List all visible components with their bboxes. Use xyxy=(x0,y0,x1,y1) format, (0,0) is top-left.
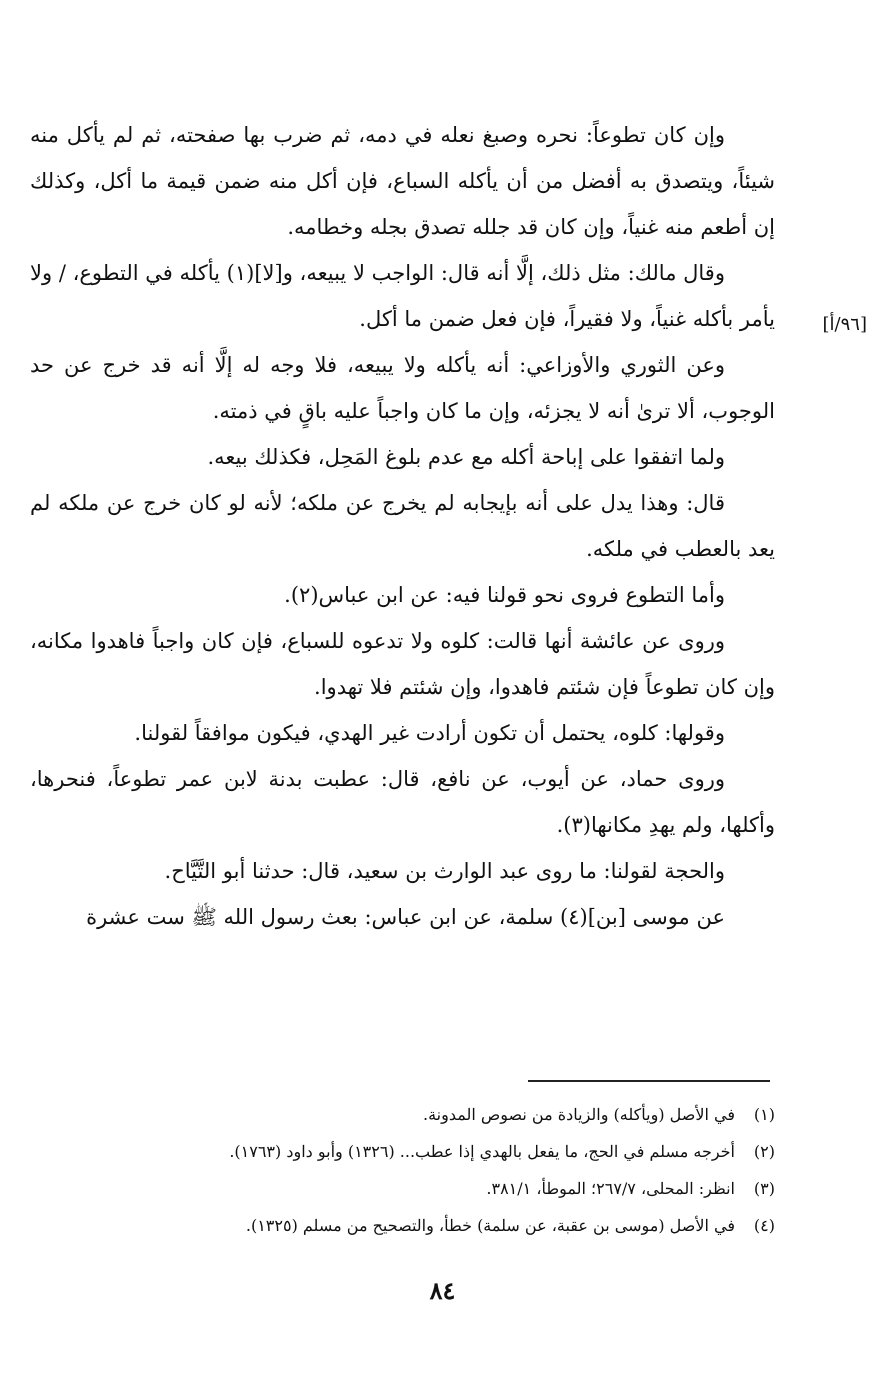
paragraph: وأما التطوع فروى نحو قولنا فيه: عن ابن عباس(٢). xyxy=(284,583,725,607)
footnote-separator xyxy=(528,1080,770,1082)
paragraph: والحجة لقولنا: ما روى عبد الوارث بن سعيد، قال: حدثنا أبو التَّيَّاح. xyxy=(164,859,725,883)
footnote-text: في الأصل (موسى بن عقبة، عن سلمة) خطأ، والتصحيح من مسلم (١٣٢٥). xyxy=(245,1216,735,1235)
footnote-number: (٤) xyxy=(753,1216,775,1235)
paragraph: وقال مالك: مثل ذلك، إلَّا أنه قال: الواجب لا يبيعه، و[لا](١) يأكله في التطوع، / ولا يأمر بأكله غنياً، ولا فقيراً، فإن فعل ضمن ما أكل. xyxy=(30,261,775,331)
footnote-text: في الأصل (ويأكله) والزيادة من نصوص المدونة. xyxy=(422,1105,735,1124)
paragraph: قال: وهذا يدل على أنه بإيجابه لم يخرج عن ملكه؛ لأنه لو كان خرج عن ملكه لم يعد بالعطب في ملكه. xyxy=(30,491,775,561)
manuscript-folio-marker: [٩٦/أ] xyxy=(822,314,867,335)
page-number: ٨٤ xyxy=(429,1276,456,1305)
footnote xyxy=(40,1096,775,1133)
paragraph: وروى حماد، عن أيوب، عن نافع، قال: عطبت بدنة لابن عمر تطوعاً، فنحرها، وأكلها، ولم يهدِ مكانها(٣). xyxy=(30,767,775,837)
footnotes xyxy=(40,1096,775,1244)
paragraph: وقولها: كلوه، يحتمل أن تكون أرادت غير الهدي، فيكون موافقاً لقولنا. xyxy=(134,721,725,745)
footnote-number: (١) xyxy=(753,1105,775,1124)
paragraph: وإن كان تطوعاً: نحره وصبغ نعله في دمه، ثم ضرب بها صفحته، ثم لم يأكل منه شيئاً، ويتصدق به أفضل من أن يأكله السباع، فإن أكل منه ضمن قيمة ما أكل، وكذلك إن أطعم منه غنياً، وإن كان قد جلله تصدق بجله وخطامه. xyxy=(30,123,775,239)
paragraph: عن موسى [بن](٤) سلمة، عن ابن عباس: بعث رسول الله ﷺ ست عشرة xyxy=(86,905,725,929)
paragraph: وروى عن عائشة أنها قالت: كلوه ولا تدعوه للسباع، فإن كان واجباً فاهدوا مكانه، وإن كان تطوعاً فإن شئتم فاهدوا، وإن شئتم فلا تهدوا. xyxy=(30,629,775,699)
footnote-text: انظر: المحلى، ٢٦٧/٧؛ الموطأ، ٣٨١/١. xyxy=(486,1179,735,1198)
footnote-number: (٣) xyxy=(753,1179,775,1198)
footnote xyxy=(40,1133,775,1170)
paragraph: ولما اتفقوا على إباحة أكله مع عدم بلوغ المَحِل، فكذلك بيعه. xyxy=(207,445,725,469)
body-text xyxy=(30,112,775,940)
footnote xyxy=(40,1207,775,1244)
footnote-text: أخرجه مسلم في الحج، ما يفعل بالهدي إذا عطب... (١٣٢٦) وأبو داود (١٧٦٣). xyxy=(229,1142,735,1161)
paragraph: وعن الثوري والأوزاعي: أنه يأكله ولا يبيعه، فلا وجه له إلَّا أنه قد خرج عن حد الوجوب، ألا ترىٰ أنه لا يجزئه، وإن ما كان واجباً عليه باقٍ في ذمته. xyxy=(30,353,775,423)
footnote-number: (٢) xyxy=(753,1142,775,1161)
footnote xyxy=(40,1170,775,1207)
